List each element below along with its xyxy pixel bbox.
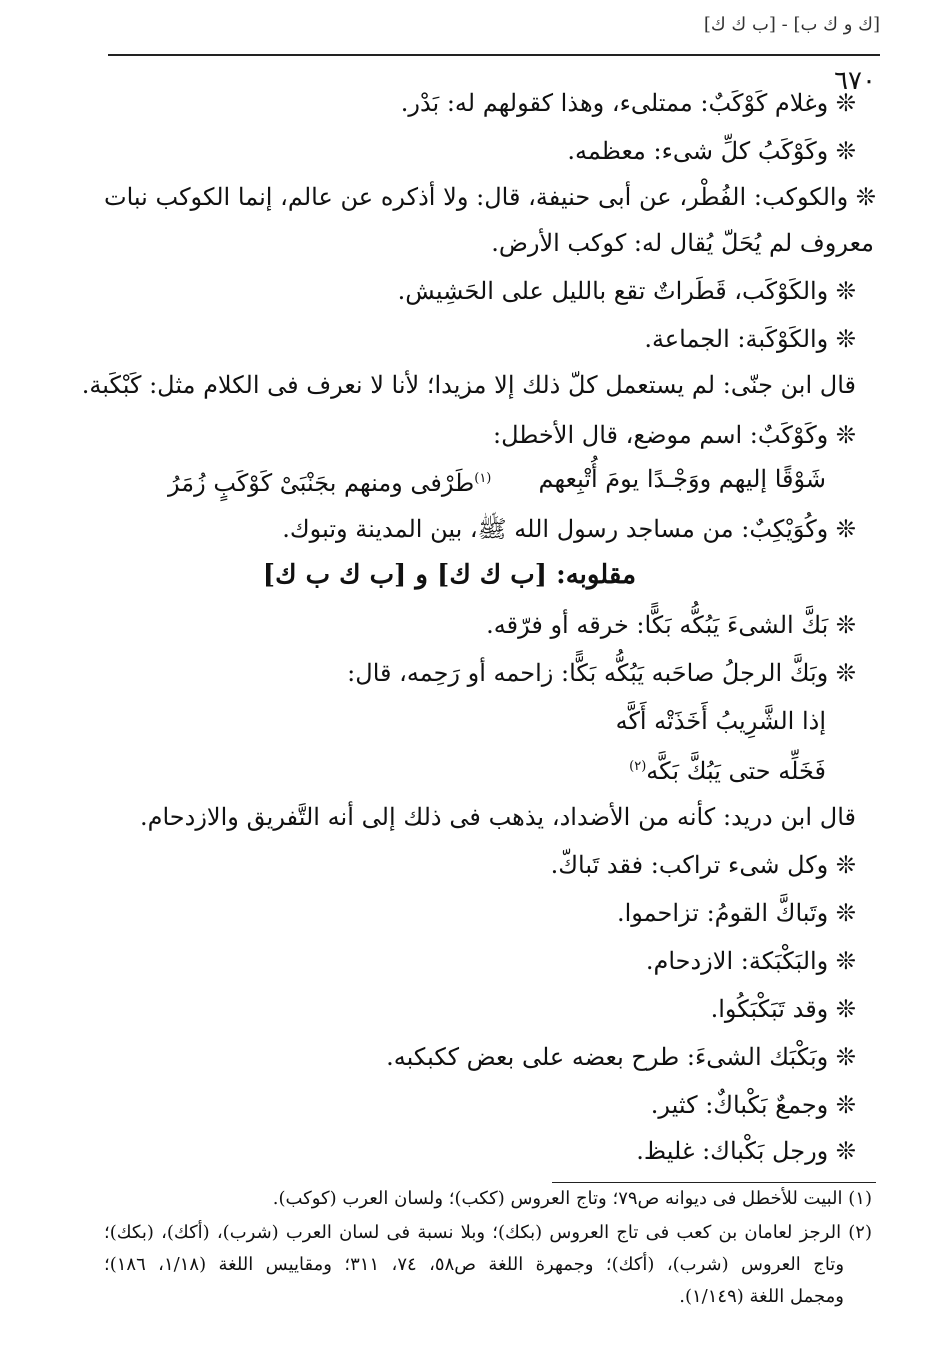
entry-line: قال ابن دريد: كأنه من الأضداد، يذهب فى ذلك إلى أنه التَّفريق والازدحام. [140, 803, 856, 831]
entry-line: ❊ والكَوْكَب، قَطَراتٌ تقع بالليل على الحَشِيش. [397, 277, 856, 305]
entry-line: ❊ وكل شىء تراكب: فقد تَباكّ. [550, 851, 856, 879]
entry-line: ❊ وجمعٌ بَكْباكٌ: كثير. [650, 1091, 856, 1119]
footnote: وتاج العروس (شرب)، (أكك)؛ وجمهرة اللغة ص٥٨، ٧٤، ٣١١؛ ومقاييس اللغة (١/١٨، ١٨٦)؛ [104, 1254, 845, 1275]
entry-line: ❊ بَكَّ الشىءَ يَبُكُّه بَكًّا: خرقه أو فرّقه. [486, 611, 856, 639]
verse-line: إذا الشَّرِيبُ أَخَذَتْه أَكَّه [615, 707, 826, 735]
verse-line: فَخَلِّه حتى يَبُكَّ بَكَّه$^{(٢)}$ [629, 757, 826, 785]
footnote-marker: (٢) [629, 759, 647, 774]
footnote-rule [552, 1182, 876, 1183]
entry-line: ❊ وبَكَّ الرجلُ صاحَبه يَبُكُّه بَكًّا: زاحمه أو رَحِمه، قال: [347, 659, 856, 687]
entry-line: ❊ ورجل بَكْباك: غليظ. [636, 1137, 856, 1165]
entry-line: ❊ وتَباكَّ القومُ: تزاحموا. [616, 899, 856, 927]
entry-line: ❊ وبَكْبَك الشىءَ: طرح بعضه على بعض ككبكبه. [386, 1043, 856, 1071]
entry-line: ❊ وغلام كَوْكَبٌ: ممتلىء، وهذا كقولهم له: بَدْر. [400, 89, 856, 117]
footnote-marker: (١) [474, 471, 492, 486]
entry-line: ❊ وكُوَيْكِبٌ: من مساجد رسول الله ﷺ، بين المدينة وتبوك. [282, 515, 856, 543]
header-rule [108, 54, 880, 56]
entry-line: معروف لم يُحَلّ يُقال له: كوكب الأرض. [491, 229, 874, 257]
entry-line: ❊ والبَكْبَكة: الازدحام. [645, 947, 856, 975]
footnote: ومجمل اللغة (١/١٤٩). [679, 1286, 844, 1307]
footnote: (٢) الرجز لعامان بن كعب فى تاج العروس (بكك)؛ وبلا نسبة فى لسان العرب (شرب)، (أكك)، (بكك)؛ [104, 1222, 872, 1243]
entry-line: ❊ والكوكب: الفُطْر، عن أبى حنيفة، قال: ولا أذكره عن عالم، إنما الكوكب نبات [104, 183, 876, 211]
verse-hemistich-right: شَوْقًا إليهم ووَجْـدًا يومَ أُتْبِعهم [538, 465, 826, 493]
running-header [108, 14, 880, 44]
entry-line: قال ابن جنّى: لم يستعمل كلّ ذلك إلا مزيدا؛ لأنا لا نعرف فى الكلام مثل: كَبْكَبة. [81, 371, 856, 399]
entry-line: ❊ وقد تَبَكْبَكُوا. [710, 995, 856, 1023]
entry-line: ❊ والكَوْكَبة: الجماعة. [644, 325, 856, 353]
verse-hemistich-left: $^{(١)}$طَرْفى ومنهم بجَنْبَىْ كَوْكَبٍ زُمَرُ [168, 469, 492, 497]
entry-line: ❊ وكَوْكَبُ كلِّ شىء: معظمه. [567, 137, 856, 165]
section-heading: مقلوبه: [ب ك ك] و [ب ك ب ك] [262, 560, 636, 590]
footnote: (١) البيت للأخطل فى ديوانه ص٧٩؛ وتاج العروس (ككب)؛ ولسان العرب (كوكب). [272, 1188, 872, 1209]
header-title: [ك و ك ب] - [ب ك ك] [703, 14, 880, 35]
entry-line: ❊ وكَوْكَبٌ: اسم موضع، قال الأخطل: [492, 421, 856, 449]
page-number: ٦٧٠ [834, 66, 876, 96]
